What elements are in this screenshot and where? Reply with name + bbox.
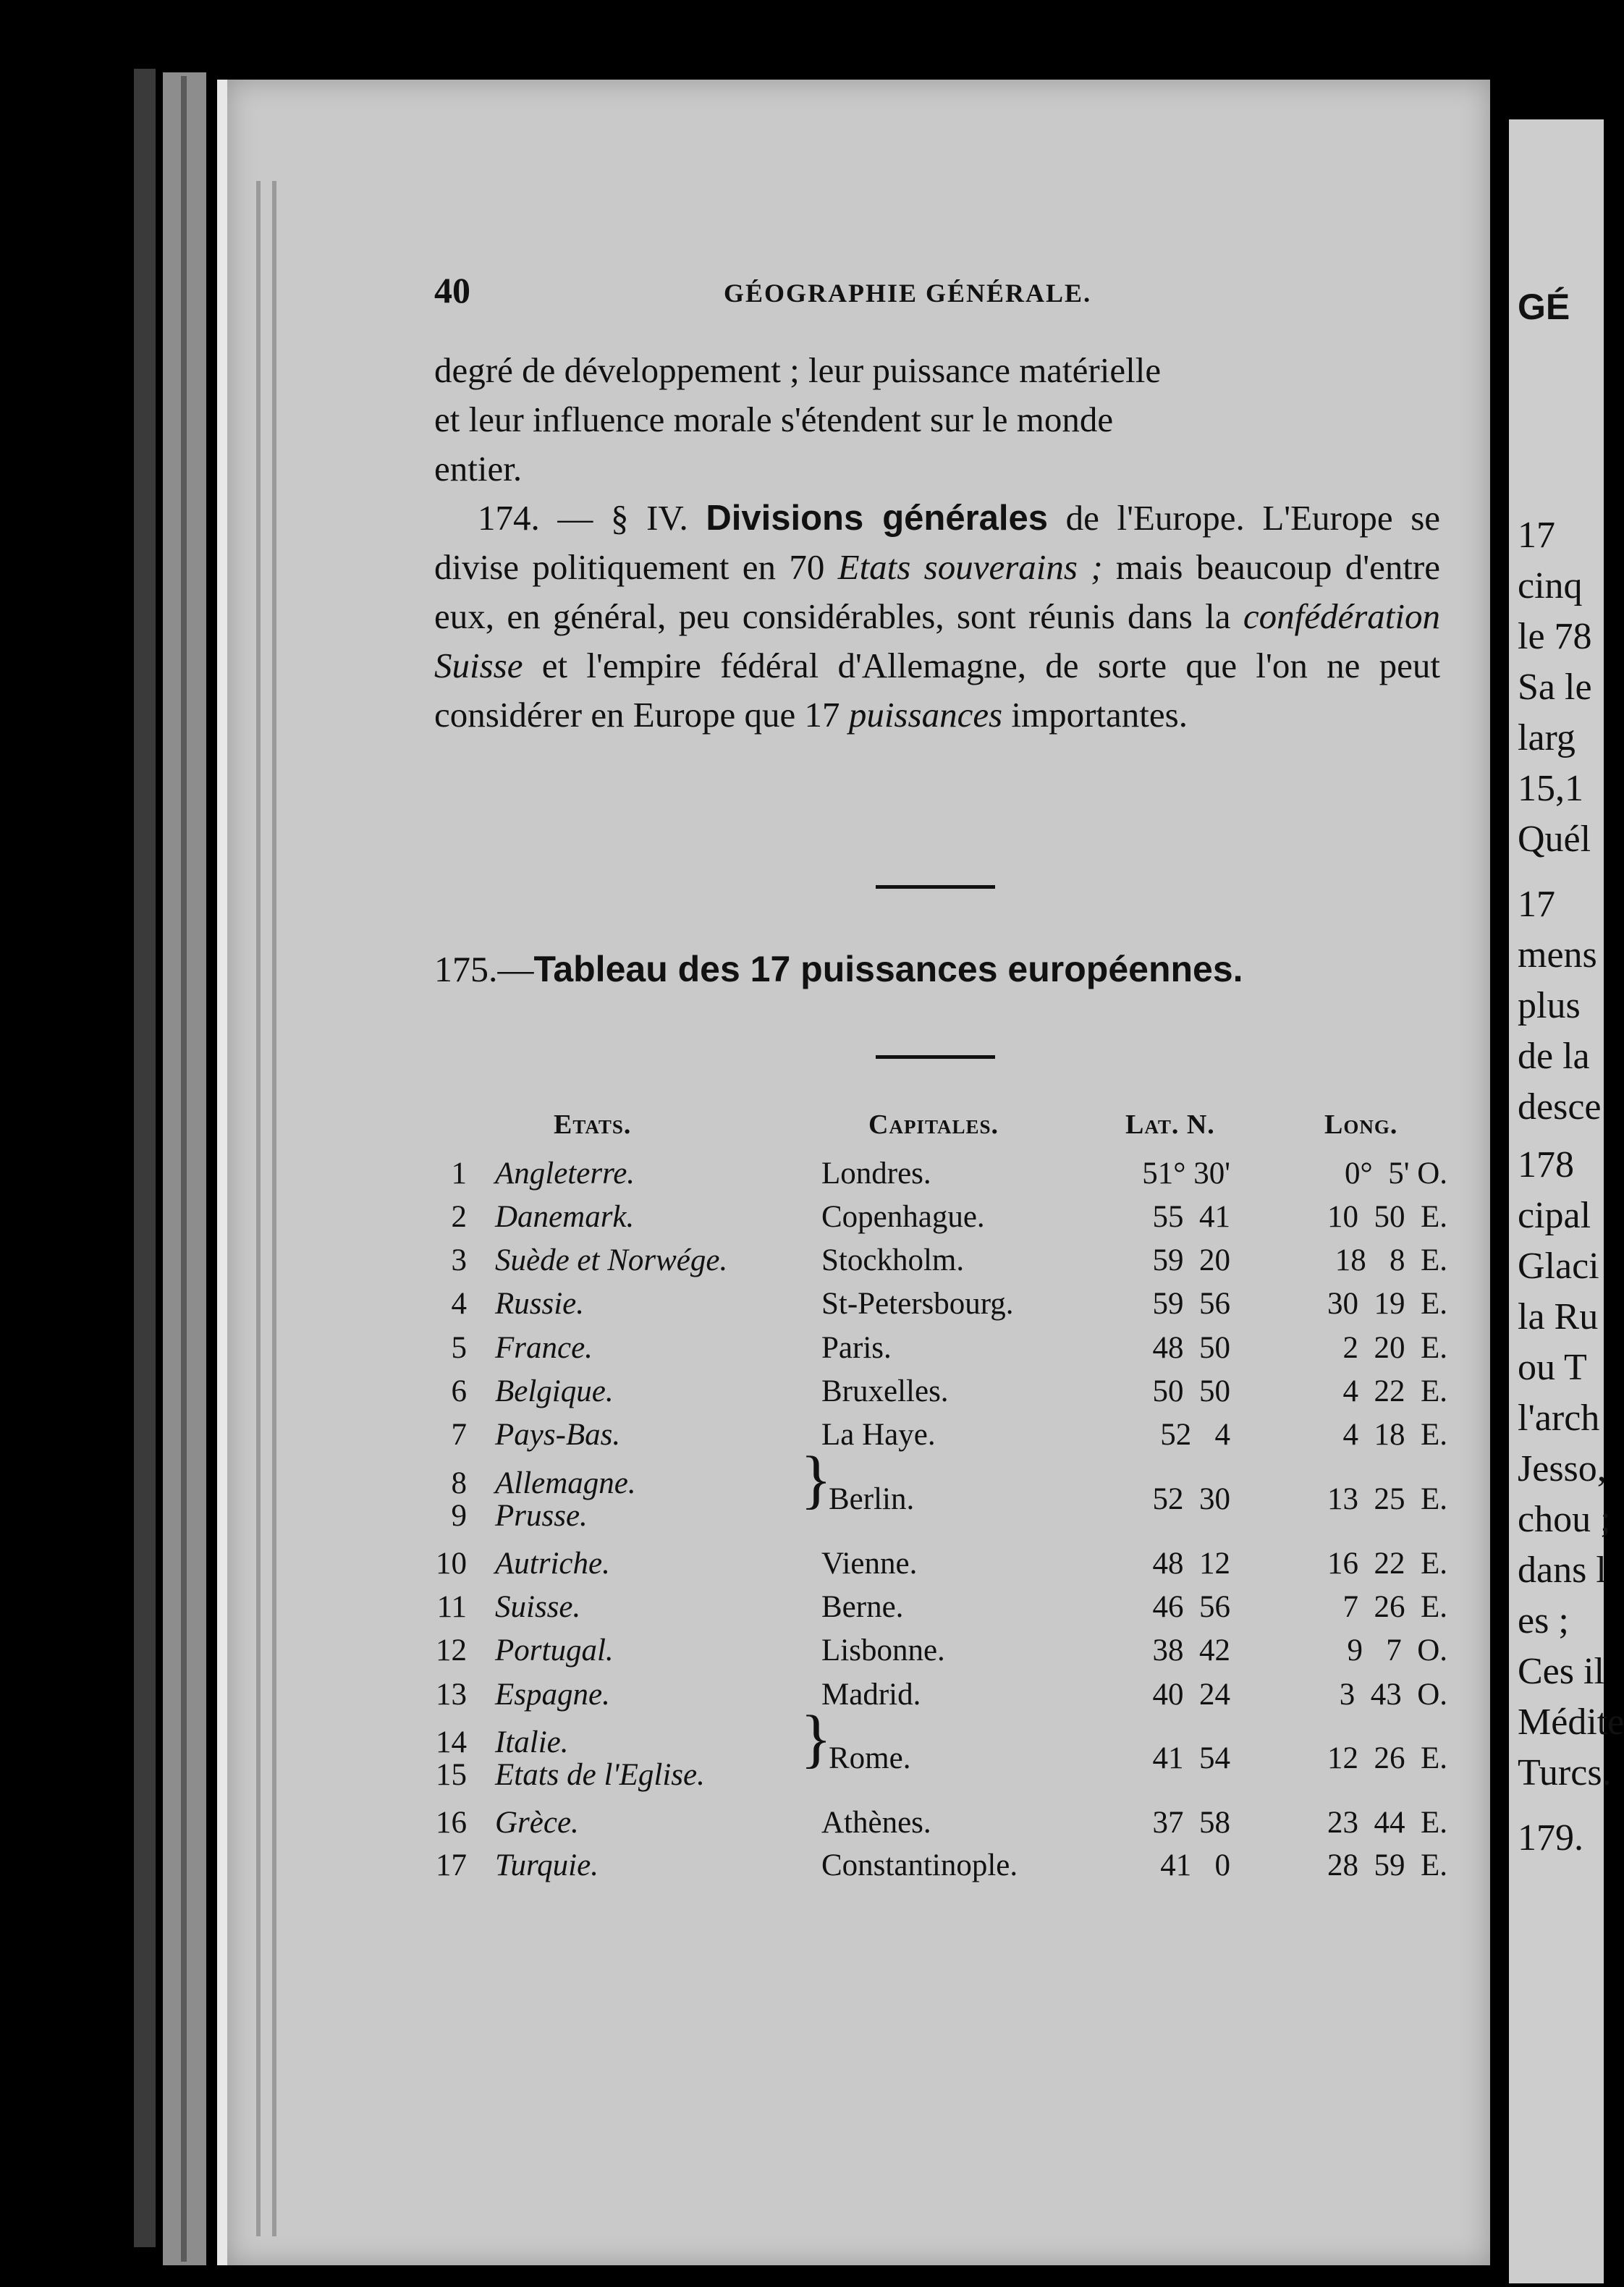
adjacent-page-fragment: desce	[1518, 1086, 1602, 1128]
adjacent-page-fragment: Jesso,	[1518, 1448, 1607, 1489]
adjacent-page-fragment: 17	[1518, 515, 1555, 556]
brace-icon: }	[800, 1444, 832, 1515]
header-capitals: Capitales.	[868, 1109, 999, 1140]
adjacent-page-fragment: ou T	[1518, 1347, 1587, 1388]
row-number: 7	[451, 1418, 467, 1452]
longitude: 7 26 E.	[1342, 1590, 1447, 1624]
latitude: 40 24	[1152, 1678, 1230, 1712]
latitude: 52 4	[1160, 1418, 1230, 1452]
state-name: Turquie.	[495, 1848, 599, 1882]
state-name: Autriche.	[495, 1547, 610, 1581]
row-number: 2	[451, 1200, 467, 1234]
section-body-italic: confédération Suisse	[434, 596, 1440, 685]
state-name: Etats de l'Eglise.	[495, 1758, 705, 1792]
adjacent-page-fragment: la Ru	[1518, 1296, 1599, 1337]
adjacent-page-fragment: 17	[1518, 884, 1555, 925]
state-name: Grèce.	[495, 1806, 579, 1840]
page-stack-edge-2	[181, 76, 187, 2262]
state-name: France.	[495, 1331, 593, 1365]
intro-line: entier.	[434, 449, 523, 489]
capital-name: Copenhague.	[821, 1200, 985, 1234]
row-number: 8	[451, 1466, 467, 1500]
capital-name: Stockholm.	[821, 1243, 965, 1277]
header-long: Long.	[1324, 1109, 1398, 1140]
adjacent-page-fragment: de la	[1518, 1036, 1590, 1077]
longitude: 3 43 O.	[1339, 1678, 1447, 1712]
capital-name: Vienne.	[821, 1547, 918, 1581]
longitude: 30 19 E.	[1327, 1287, 1447, 1321]
capital-name: Rome.	[829, 1741, 911, 1775]
capital-name: Athènes.	[821, 1806, 931, 1840]
latitude: 46 56	[1152, 1590, 1230, 1624]
longitude: 23 44 E.	[1327, 1806, 1447, 1840]
longitude: 0° 5' O.	[1345, 1157, 1447, 1191]
page-edge-line	[256, 181, 261, 2236]
longitude: 2 20 E.	[1342, 1331, 1447, 1365]
adjacent-page-fragment: 178	[1518, 1144, 1574, 1185]
state-name: Belgique.	[495, 1374, 614, 1408]
section-body-italic: puissances	[848, 695, 1003, 735]
page-number: 40	[434, 270, 470, 310]
adjacent-page-fragment: chou ;	[1518, 1499, 1611, 1540]
state-name: Suisse.	[495, 1590, 581, 1624]
section-heading-rest: de l'Europe.	[1065, 498, 1245, 538]
adjacent-page-fragment: Turcs.	[1518, 1752, 1612, 1793]
row-number: 3	[451, 1243, 467, 1277]
header-lat: Lat. N.	[1125, 1109, 1215, 1140]
adjacent-page-fragment: larg	[1518, 717, 1576, 758]
capital-name: St-Petersbourg.	[821, 1287, 1014, 1321]
section-174	[434, 494, 1440, 740]
latitude: 48 12	[1152, 1547, 1230, 1581]
capital-name: Berlin.	[829, 1482, 915, 1516]
row-number: 10	[436, 1547, 467, 1581]
latitude: 41 0	[1160, 1848, 1230, 1882]
adjacent-page-fragment: Sa le	[1518, 667, 1592, 708]
row-number: 6	[451, 1374, 467, 1408]
intro-line: degré de développement ; leur puissance matérielle	[434, 350, 1162, 390]
adjacent-page	[1509, 119, 1624, 2283]
row-number: 15	[436, 1758, 467, 1792]
longitude: 4 18 E.	[1342, 1418, 1447, 1452]
row-number: 11	[436, 1590, 467, 1624]
capital-name: Lisbonne.	[821, 1633, 945, 1667]
page-edge-line	[272, 181, 276, 2236]
capital-name: Berne.	[821, 1590, 904, 1624]
adjacent-page-fragment: es ;	[1518, 1600, 1569, 1641]
adjacent-page-fragment: cipal	[1518, 1195, 1591, 1236]
capital-name: Constantinople.	[821, 1848, 1018, 1882]
state-name: Portugal.	[495, 1633, 614, 1667]
row-number: 4	[451, 1287, 467, 1321]
adjacent-page-fragment: Quél	[1518, 819, 1591, 860]
page-header	[434, 269, 1433, 320]
latitude: 51° 30'	[1142, 1157, 1230, 1191]
running-title: GÉOGRAPHIE GÉNÉRALE.	[724, 279, 1092, 308]
capital-name: Madrid.	[821, 1678, 921, 1712]
row-number: 13	[436, 1678, 467, 1712]
latitude: 48 50	[1152, 1331, 1230, 1365]
row-number: 5	[451, 1331, 467, 1365]
brace-icon: }	[800, 1703, 832, 1775]
state-name: Danemark.	[495, 1200, 635, 1234]
latitude: 55 41	[1152, 1200, 1230, 1234]
row-number: 16	[436, 1806, 467, 1840]
adjacent-page-fragment: Glaci	[1518, 1246, 1599, 1287]
state-name: Italie.	[495, 1725, 569, 1759]
longitude: 10 50 E.	[1327, 1200, 1447, 1234]
section-heading: Divisions générales	[706, 499, 1049, 538]
capital-name: La Haye.	[821, 1418, 936, 1452]
adjacent-page-fragment: l'arch	[1518, 1398, 1600, 1439]
state-name: Pays-Bas.	[495, 1418, 621, 1452]
adjacent-page-fragment: mens	[1518, 934, 1597, 976]
capital-name: Paris.	[821, 1331, 892, 1365]
latitude: 52 30	[1152, 1482, 1230, 1516]
section-body: importantes.	[1011, 695, 1188, 735]
section-body: mais beaucoup d'entre eux, en général, peu considérables, sont réunis dans la	[434, 547, 1440, 636]
latitude: 59 20	[1152, 1243, 1230, 1277]
separator-rule	[876, 885, 995, 889]
section-body-italic: Etats souverains ;	[837, 547, 1103, 587]
header-states: Etats.	[554, 1109, 632, 1140]
intro-paragraph	[434, 346, 1440, 494]
section-number: 174. — § IV.	[478, 498, 688, 538]
row-number: 9	[451, 1499, 467, 1533]
adjacent-page-fragment: plus	[1518, 985, 1581, 1026]
intro-line: et leur influence morale s'étendent sur le monde	[434, 400, 1114, 439]
table-title	[434, 948, 1440, 990]
capital-name: Bruxelles.	[821, 1374, 949, 1408]
adjacent-page-fragment: le 78	[1518, 616, 1592, 657]
state-name: Espagne.	[495, 1678, 610, 1712]
longitude: 12 26 E.	[1327, 1741, 1447, 1775]
adjacent-page-fragment: dans l	[1518, 1550, 1607, 1591]
latitude: 41 54	[1152, 1741, 1230, 1775]
adjacent-page-fragment: GÉ	[1518, 287, 1570, 327]
row-number: 1	[451, 1157, 467, 1191]
adjacent-page-fragment: 15,1	[1518, 768, 1583, 809]
adjacent-page-fragment: Médite	[1518, 1701, 1624, 1743]
book-spine	[134, 69, 156, 2247]
section-body: L'Europe se divise politiquement en 70	[434, 498, 1441, 587]
latitude: 59 56	[1152, 1287, 1230, 1321]
latitude: 38 42	[1152, 1633, 1230, 1667]
state-name: Russie.	[495, 1287, 585, 1321]
longitude: 16 22 E.	[1327, 1547, 1447, 1581]
row-number: 12	[436, 1633, 467, 1667]
state-name: Prusse.	[495, 1499, 588, 1533]
row-number: 14	[436, 1725, 467, 1759]
table-title-text: Tableau des 17 puissances européennes.	[533, 949, 1243, 989]
longitude: 9 7 O.	[1347, 1633, 1447, 1667]
state-name: Suède et Norwége.	[495, 1243, 728, 1277]
longitude: 4 22 E.	[1342, 1374, 1447, 1408]
longitude: 18 8 E.	[1335, 1243, 1447, 1277]
table-title-number: 175.—	[434, 949, 534, 989]
row-number: 17	[436, 1848, 467, 1882]
adjacent-page-fragment: 179.	[1518, 1817, 1583, 1859]
adjacent-page-fragment: Ces il	[1518, 1651, 1604, 1692]
separator-rule	[876, 1055, 995, 1059]
section-body: et l'empire fédéral d'Allemagne, de sorte que l'on ne peut considérer en Europe que 17	[434, 646, 1440, 735]
longitude: 28 59 E.	[1327, 1848, 1447, 1882]
capital-name: Londres.	[821, 1157, 931, 1191]
adjacent-page-fragment: cinq	[1518, 565, 1583, 606]
state-name: Allemagne.	[495, 1466, 636, 1500]
latitude: 50 50	[1152, 1374, 1230, 1408]
longitude: 13 25 E.	[1327, 1482, 1447, 1516]
latitude: 37 58	[1152, 1806, 1230, 1840]
state-name: Angleterre.	[495, 1157, 635, 1191]
